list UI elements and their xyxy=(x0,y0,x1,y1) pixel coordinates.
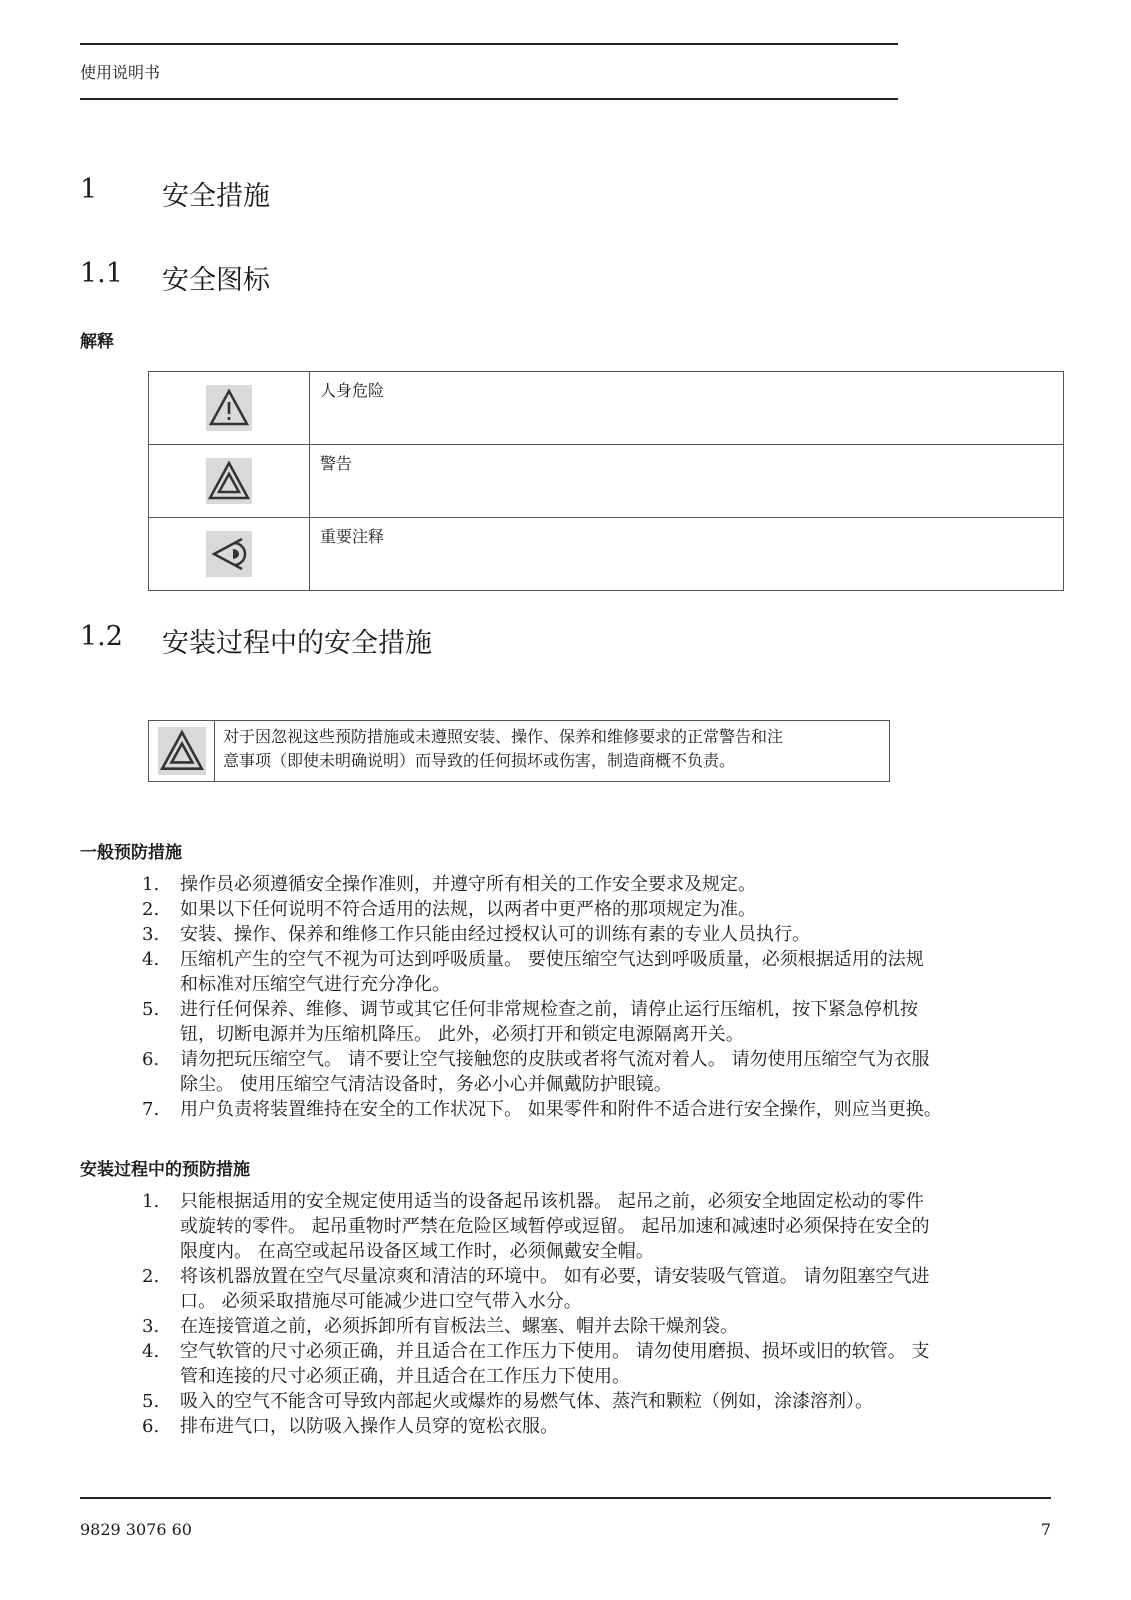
eye-note-icon xyxy=(206,531,252,577)
list-item-line: 安装、操作、保养和维修工作只能由经过授权认可的训练有素的专业人员执行。 xyxy=(180,924,810,945)
list-item xyxy=(0,1389,1050,1414)
section-1-1-title: 安全图标 xyxy=(162,265,270,296)
footer-doc-number: 9829 3076 60 xyxy=(80,1520,192,1539)
list-item-line: 进行任何保养、维修、调节或其它任何非常规检查之前，请停止运行压缩机，按下紧急停机按 xyxy=(180,999,918,1020)
section-1-2-number: 1.2 xyxy=(80,621,123,652)
list-item xyxy=(0,947,1050,997)
section-1-heading xyxy=(80,174,480,210)
symbol-text: 重要注释 xyxy=(310,518,1064,591)
list-item-number: 1. xyxy=(142,874,160,895)
symbol-text: 人身危险 xyxy=(310,372,1064,445)
list-item-number: 1. xyxy=(142,1191,160,1212)
section-1-title: 安全措施 xyxy=(162,181,270,212)
section-1-1-heading xyxy=(80,258,480,294)
list-item xyxy=(0,1264,1050,1314)
list-item-line: 排布进气口，以防吸入操作人员穿的宽松衣服。 xyxy=(180,1416,558,1437)
list-item-line: 在连接管道之前，必须拆卸所有盲板法兰、螺塞、帽并去除干燥剂袋。 xyxy=(180,1316,738,1337)
list-item-number: 6. xyxy=(142,1049,160,1070)
install-precautions-list xyxy=(0,1189,1050,1439)
list-item-line: 请勿把玩压缩空气。 请不要让空气接触您的皮肤或者将气流对着人。 请勿使用压缩空气为衣服 xyxy=(180,1049,930,1070)
disclaimer-line: 意事项（即使未明确说明）而导致的任何损坏或伤害，制造商概不负责。 xyxy=(223,751,736,770)
list-item-line: 限度内。 在高空或起吊设备区域工作时，必须佩戴安全帽。 xyxy=(180,1241,654,1262)
list-item-number: 3. xyxy=(142,1316,160,1337)
list-item xyxy=(0,1339,1050,1389)
list-item-line: 或旋转的零件。 起吊重物时严禁在危险区域暂停或逗留。 起吊加速和减速时必须保持在安全的 xyxy=(180,1216,930,1237)
list-item-line: 除尘。 使用压缩空气清洁设备时，务必小心并佩戴防护眼镜。 xyxy=(180,1074,672,1095)
list-item-line: 空气软管的尺寸必须正确，并且适合在工作压力下使用。 请勿使用磨损、损坏或旧的软管。 支 xyxy=(180,1341,930,1362)
list-item-number: 4. xyxy=(142,949,160,970)
symbols-subtitle: 解释 xyxy=(80,332,114,352)
list-item-line: 压缩机产生的空气不视为可达到呼吸质量。 要使压缩空气达到呼吸质量，必须根据适用的法规 xyxy=(180,949,924,970)
header-label: 使用说明书 xyxy=(80,63,161,82)
symbol-text: 警告 xyxy=(310,445,1064,518)
section-1-2-title: 安装过程中的安全措施 xyxy=(162,628,432,659)
safety-symbols-table xyxy=(148,371,1064,591)
list-item-number: 3. xyxy=(142,924,160,945)
footer-page-number: 7 xyxy=(1040,1520,1051,1539)
section-1-1-number: 1.1 xyxy=(80,258,123,289)
list-item xyxy=(0,1189,1050,1264)
list-item-line: 操作员必须遵循安全操作准则，并遵守所有相关的工作安全要求及规定。 xyxy=(180,874,756,895)
list-item-line: 管和连接的尺寸必须正确，并且适合在工作压力下使用。 xyxy=(180,1366,630,1387)
footer-rule xyxy=(80,1497,1051,1499)
list-item-number: 6. xyxy=(142,1416,160,1437)
list-item-number: 5. xyxy=(142,999,160,1020)
symbol-row xyxy=(149,445,1064,518)
list-item-line: 用户负责将装置维持在安全的工作状况下。 如果零件和附件不适合进行安全操作，则应当更换。 xyxy=(180,1099,942,1120)
list-item-line: 钮，切断电源并为压缩机降压。 此外，必须打开和锁定电源隔离开关。 xyxy=(180,1024,744,1045)
disclaimer-line: 对于因忽视这些预防措施或未遵照安装、操作、保养和维修要求的正常警告和注 xyxy=(223,727,784,746)
list-item xyxy=(0,1097,1050,1122)
disclaimer-notice xyxy=(148,720,890,782)
list-item-number: 5. xyxy=(142,1391,160,1412)
list-item xyxy=(0,1047,1050,1097)
header-top-rule xyxy=(80,43,898,45)
general-precautions-title: 一般预防措施 xyxy=(80,843,182,863)
list-item xyxy=(0,1414,1050,1439)
header-bottom-rule xyxy=(80,98,898,100)
list-item-line: 口。 必须采取措施尽可能减少进口空气带入水分。 xyxy=(180,1291,582,1312)
list-item-line: 只能根据适用的安全规定使用适当的设备起吊该机器。 起吊之前，必须安全地固定松动的零件 xyxy=(180,1191,924,1212)
list-item xyxy=(0,872,1050,897)
symbol-row xyxy=(149,518,1064,591)
list-item xyxy=(0,922,1050,947)
list-item-number: 2. xyxy=(142,899,160,920)
general-precautions-list xyxy=(0,872,1050,1122)
list-item xyxy=(0,1314,1050,1339)
list-item xyxy=(0,997,1050,1047)
list-item-line: 吸入的空气不能含可导致内部起火或爆炸的易燃气体、蒸汽和颗粒（例如，涂漆溶剂）。 xyxy=(180,1391,873,1412)
section-1-number: 1 xyxy=(80,174,98,205)
exclamation-triangle-icon xyxy=(206,385,252,431)
disclaimer-text xyxy=(215,721,889,781)
double-triangle-warning-icon xyxy=(158,727,206,775)
section-1-2-heading xyxy=(80,621,680,657)
list-item-number: 7. xyxy=(142,1099,160,1120)
list-item-line: 将该机器放置在空气尽量凉爽和清洁的环境中。 如有必要，请安装吸气管道。 请勿阻塞空气进 xyxy=(180,1266,930,1287)
list-item-line: 如果以下任何说明不符合适用的法规，以两者中更严格的那项规定为准。 xyxy=(180,899,756,920)
install-precautions-title: 安装过程中的预防措施 xyxy=(80,1160,250,1180)
list-item-number: 2. xyxy=(142,1266,160,1287)
symbol-row xyxy=(149,372,1064,445)
list-item xyxy=(0,897,1050,922)
list-item-number: 4. xyxy=(142,1341,160,1362)
list-item-line: 和标准对压缩空气进行充分净化。 xyxy=(180,974,450,995)
double-triangle-warning-icon xyxy=(206,458,252,504)
